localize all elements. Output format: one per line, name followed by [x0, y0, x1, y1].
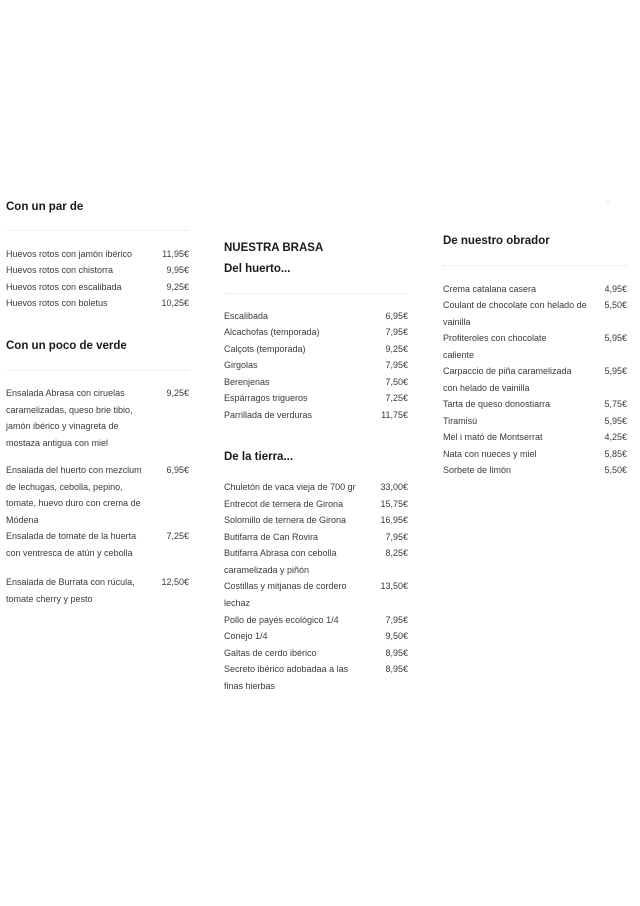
menu-item-name: Parrillada de verduras [224, 410, 313, 420]
menu-item [443, 363, 627, 396]
menu-item-name: Girgolas [224, 360, 258, 370]
menu-item-name: Ensalada del huerto con mezclum de lechugas, cebolla, pepino, tomate, huevo duro con crema de Módena [6, 465, 142, 525]
menu-item-price: 12,50€ [161, 577, 189, 587]
menu-item-price: 7,95€ [385, 327, 408, 337]
menu-item-price: 9,25€ [166, 388, 189, 398]
menu-item [224, 374, 408, 391]
menu-item-price: 11,95€ [162, 249, 189, 259]
menu-item [6, 462, 189, 528]
menu-item [224, 612, 408, 629]
menu-item [6, 385, 189, 451]
section-title-con-un-par-de: Con un par de [6, 201, 84, 213]
menu-item-name: Solomillo de ternera de Girona [224, 515, 347, 525]
menu-item-name: Secreto ibérico adobadaa a las finas hierbas [224, 664, 349, 691]
page-title-nuestra-brasa: NUESTRA BRASA [224, 242, 324, 254]
menu-item [443, 462, 627, 479]
menu-item [443, 446, 627, 463]
section-title-con-un-poco-de-verde: Con un poco de verde [6, 340, 127, 352]
menu-item [224, 407, 408, 424]
menu-item-price: 8,95€ [385, 664, 408, 674]
menu-item-name: Espárragos trigueros [224, 393, 308, 403]
menu-item-price: 7,25€ [385, 393, 408, 403]
menu-item-price: 7,95€ [385, 532, 408, 542]
menu-item [6, 246, 189, 263]
decorative-dot [607, 201, 609, 203]
menu-item-price: 16,95€ [380, 515, 408, 525]
menu-item-price: 5,95€ [604, 366, 627, 376]
menu-item [224, 324, 408, 341]
menu-item-name: Alcachofas (temporada) [224, 327, 320, 337]
menu-item-price: 7,50€ [385, 377, 408, 387]
menu-item [224, 578, 408, 611]
menu-item-price: 15,75€ [380, 499, 408, 509]
menu-item-name: Butifarra Abrasa con cebolla caramelizada y piñón [224, 548, 337, 575]
section-divider [443, 265, 627, 266]
section-divider [6, 370, 189, 371]
menu-item-name: Costillas y mitjanas de cordero lechaz [224, 581, 347, 608]
menu-item [6, 279, 189, 296]
menu-item-price: 8,25€ [385, 548, 408, 558]
menu-item-name: Carpaccio de piña caramelizada con helado de vainilla [443, 366, 572, 393]
menu-item-name: Coulant de chocolate con helado de vainilla [443, 300, 587, 327]
menu-item-name: Huevos rotos con boletus [6, 298, 108, 308]
menu-item-price: 7,95€ [385, 615, 408, 625]
menu-item-price: 9,50€ [385, 631, 408, 641]
menu-item [224, 529, 408, 546]
menu-item-price: 6,95€ [385, 311, 408, 321]
menu-item-name: Galtas de cerdo ibérico [224, 648, 317, 658]
menu-item [224, 341, 408, 358]
menu-item-name: Calçots (temporada) [224, 344, 306, 354]
menu-item [224, 479, 408, 496]
menu-item [224, 628, 408, 645]
section-title-de-la-tierra: De la tierra... [224, 451, 294, 463]
menu-item [6, 295, 189, 312]
menu-item-name: Chuletón de vaca vieja de 700 gr [224, 482, 356, 492]
menu-item [443, 413, 627, 430]
menu-item-name: Pollo de payés ecológico 1/4 [224, 615, 339, 625]
menu-item-price: 5,50€ [604, 465, 627, 475]
section-title-del-huerto: Del huerto... [224, 263, 291, 275]
menu-item-name: Crema catalana casera [443, 284, 537, 294]
section-title-de-nuestro-obrador: De nuestro obrador [443, 235, 550, 247]
menu-item [6, 574, 189, 607]
menu-item-price: 4,95€ [604, 284, 627, 294]
menu-item-price: 5,50€ [604, 300, 627, 310]
menu-item-price: 10,25€ [161, 298, 189, 308]
menu-item-name: Butifarra de Can Rovira [224, 532, 319, 542]
menu-item-name: Entrecot de ternera de Girona [224, 499, 344, 509]
menu-item [443, 281, 627, 298]
menu-item-name: Huevos rotos con jamón ibérico [6, 249, 133, 259]
menu-item [6, 528, 189, 561]
menu-item-price: 5,85€ [604, 449, 627, 459]
menu-item-price: 6,95€ [166, 465, 189, 475]
menu-item [224, 645, 408, 662]
menu-item [443, 429, 627, 446]
menu-item-name: Mel i mató de Montserrat [443, 432, 543, 442]
menu-item-price: 8,95€ [385, 648, 408, 658]
menu-item-name: Conejo 1/4 [224, 631, 268, 641]
section-divider [224, 293, 408, 294]
menu-item-name: Nata con nueces y miel [443, 449, 537, 459]
menu-item [224, 308, 408, 325]
menu-item [443, 330, 627, 363]
menu-item-name: Ensalada de tomate de la huerta con ventresca de atún y cebolla [6, 531, 137, 558]
menu-item-price: 5,95€ [604, 416, 627, 426]
menu-item-name: Tiramisú [443, 416, 478, 426]
menu-item [224, 661, 408, 694]
menu-item-price: 5,95€ [604, 333, 627, 343]
menu-item-price: 13,50€ [380, 581, 408, 591]
menu-item [224, 357, 408, 374]
menu-item-name: Huevos rotos con chistorra [6, 265, 114, 275]
menu-item-price: 9,25€ [385, 344, 408, 354]
menu-item-name: Huevos rotos con escalibada [6, 282, 122, 292]
menu-item-name: Sorbete de limón [443, 465, 512, 475]
menu-item-price: 11,75€ [381, 410, 408, 420]
menu-item [224, 545, 408, 578]
menu-item [443, 396, 627, 413]
menu-item [224, 390, 408, 407]
menu-item-price: 33,00€ [380, 482, 408, 492]
menu-item [443, 297, 627, 330]
menu-item-price: 5,75€ [604, 399, 627, 409]
menu-item-name: Escalibada [224, 311, 269, 321]
menu-item-price: 9,25€ [166, 282, 189, 292]
menu-item [6, 262, 189, 279]
menu-item-price: 7,95€ [385, 360, 408, 370]
menu-item-name: Tarta de queso donostiarra [443, 399, 551, 409]
menu-item [224, 512, 408, 529]
menu-item-name: Ensalada Abrasa con ciruelas caramelizadas, queso brie tibio, jamón ibérico y vinagreta de mostaza antigua con miel [6, 388, 133, 448]
menu-item-price: 4,25€ [604, 432, 627, 442]
menu-item-price: 7,25€ [166, 531, 189, 541]
menu-item-name: Ensalada de Burrata con rúcula, tomate cherry y pesto [6, 577, 135, 604]
menu-item-price: 9,95€ [166, 265, 189, 275]
menu-item-name: Berenjenas [224, 377, 270, 387]
menu-item [224, 496, 408, 513]
menu-item-name: Profiteroles con chocolate caliente [443, 333, 547, 360]
section-divider [6, 230, 189, 231]
